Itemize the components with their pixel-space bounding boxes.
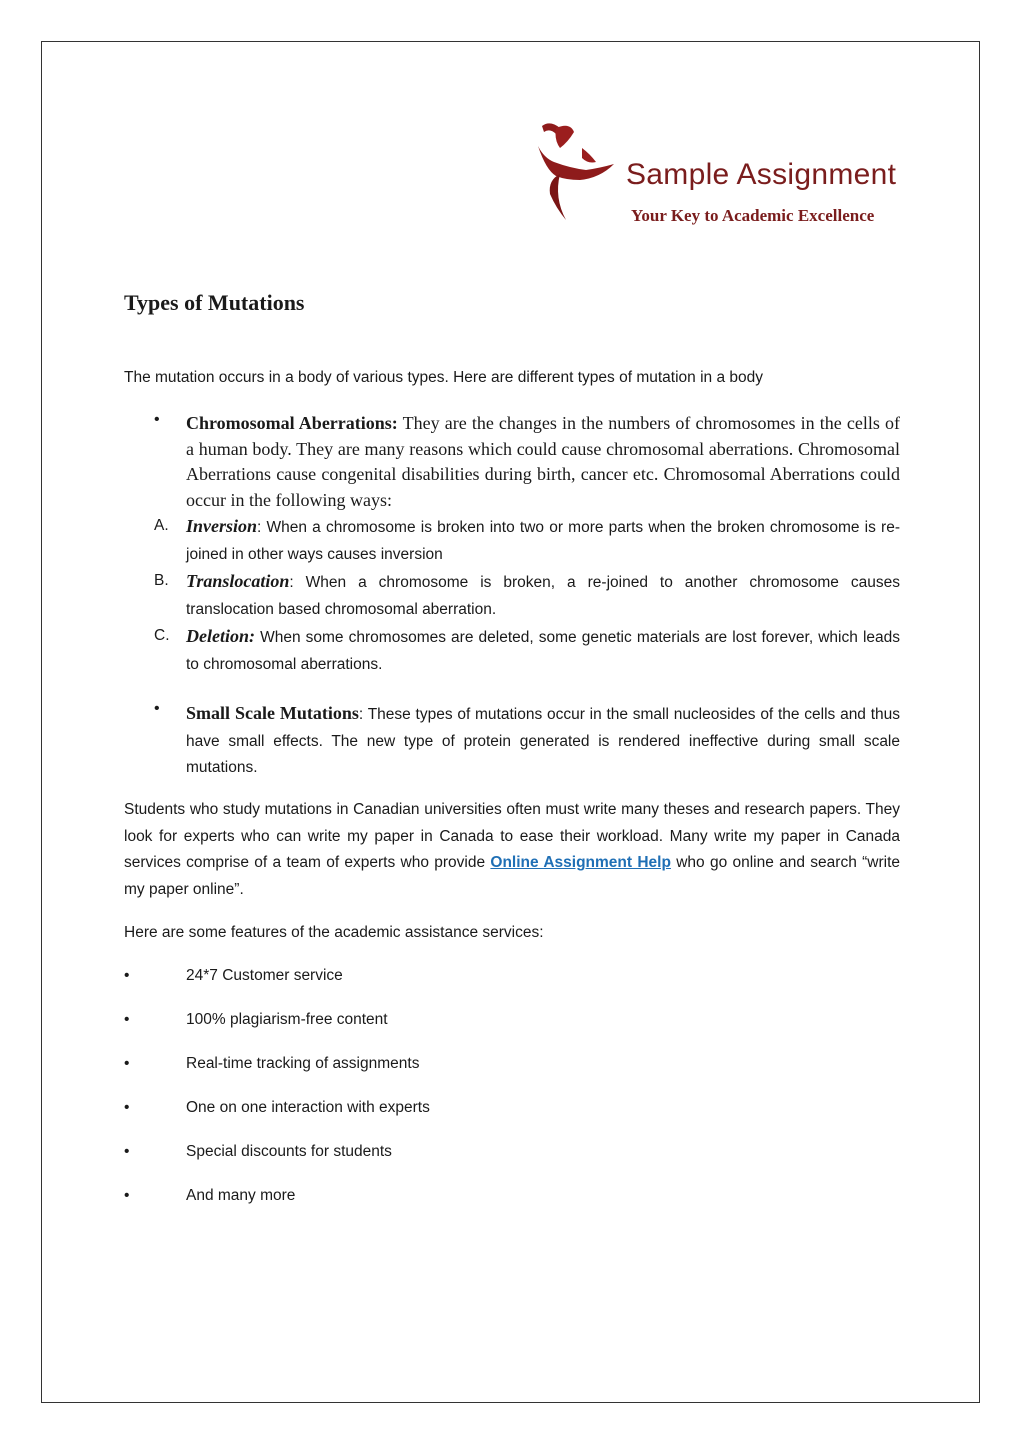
feature-text: Real-time tracking of assignments [186,1055,420,1072]
bullet-description: : These types of mutations occur in the small nucleosides of the cells and thus have small effects. The new type of protein generated is rendered ineffective during small scale mutations. [186,706,900,776]
feature-text: And many more [186,1187,296,1204]
sub-description: : When a chromosome is broken into two or more parts when the broken chromosome is re-joined in other ways causes inversion [186,519,900,563]
bullet-dot: • [124,1055,130,1072]
feature-text: One on one interaction with experts [186,1099,430,1116]
bullet-small-scale-mutations [124,700,900,782]
bullet-term: Chromosomal Aberrations: [186,413,398,433]
bullet-dot: • [124,1011,130,1028]
sub-description: : When a chromosome is broken, a re-joined to another chromosome causes translocation based chromosomal aberration. [186,574,900,618]
list-item [124,623,900,678]
feature-text: Special discounts for students [186,1143,392,1160]
bullet-dot: • [124,967,130,984]
sub-letter: A. [154,517,169,534]
list-item [124,513,900,568]
features-intro: Here are some features of the academic assistance services: [124,924,544,941]
feature-text: 24*7 Customer service [186,967,343,984]
bullet-dot: • [124,1143,130,1160]
bullet-dot: • [154,411,160,428]
sub-letter: B. [154,572,169,589]
sub-letter: C. [154,627,170,644]
feature-text: 100% plagiarism-free content [186,1011,388,1028]
bullet-text [186,411,900,513]
bullet-text [186,700,900,782]
sub-term: Inversion [186,516,258,536]
sub-description: When some chromosomes are deleted, some genetic materials are lost forever, which leads to chromosomal aberrations. [186,629,900,673]
body-paragraph [124,797,900,903]
sub-term: Translocation [186,571,290,591]
logo-tagline: Your Key to Academic Excellence [631,206,875,225]
intro-text: The mutation occurs in a body of various types. Here are different types of mutation in a body [124,369,764,386]
sub-term: Deletion: [186,626,255,646]
paragraph-text-before: Students who study mutations in Canadian universities often must write many theses and research papers. They look for experts who can write my paper in Canada to ease their workload. Many write my paper in Canada services comprise of a team of experts who provide [124,801,900,871]
bullet-term: Small Scale Mutations [186,703,359,723]
paragraph-text-after: who go online and search “write my paper online”. [124,854,901,898]
bullet-description: They are the changes in the numbers of chromosomes in the cells of a human body. They are many reasons which could cause chromosomal aberrations. Chromosomal Aberrations cause congenital disabilities during birth, cancer etc. Chromosomal Aberrations could occur in the following ways: [186,413,900,510]
logo-figure-icon [530,118,625,228]
bullet-dot: • [124,1187,130,1204]
bullet-chromosomal-aberrations [124,411,900,678]
sub-list [124,513,900,678]
bullet-dot: • [124,1099,130,1116]
logo-name: Sample Assignment [626,158,897,191]
online-assignment-help-link[interactable]: Online Assignment Help [490,854,671,871]
page-title: Types of Mutations [124,290,305,315]
logo [530,118,910,233]
bullet-dot: • [154,700,160,717]
list-item [124,568,900,623]
